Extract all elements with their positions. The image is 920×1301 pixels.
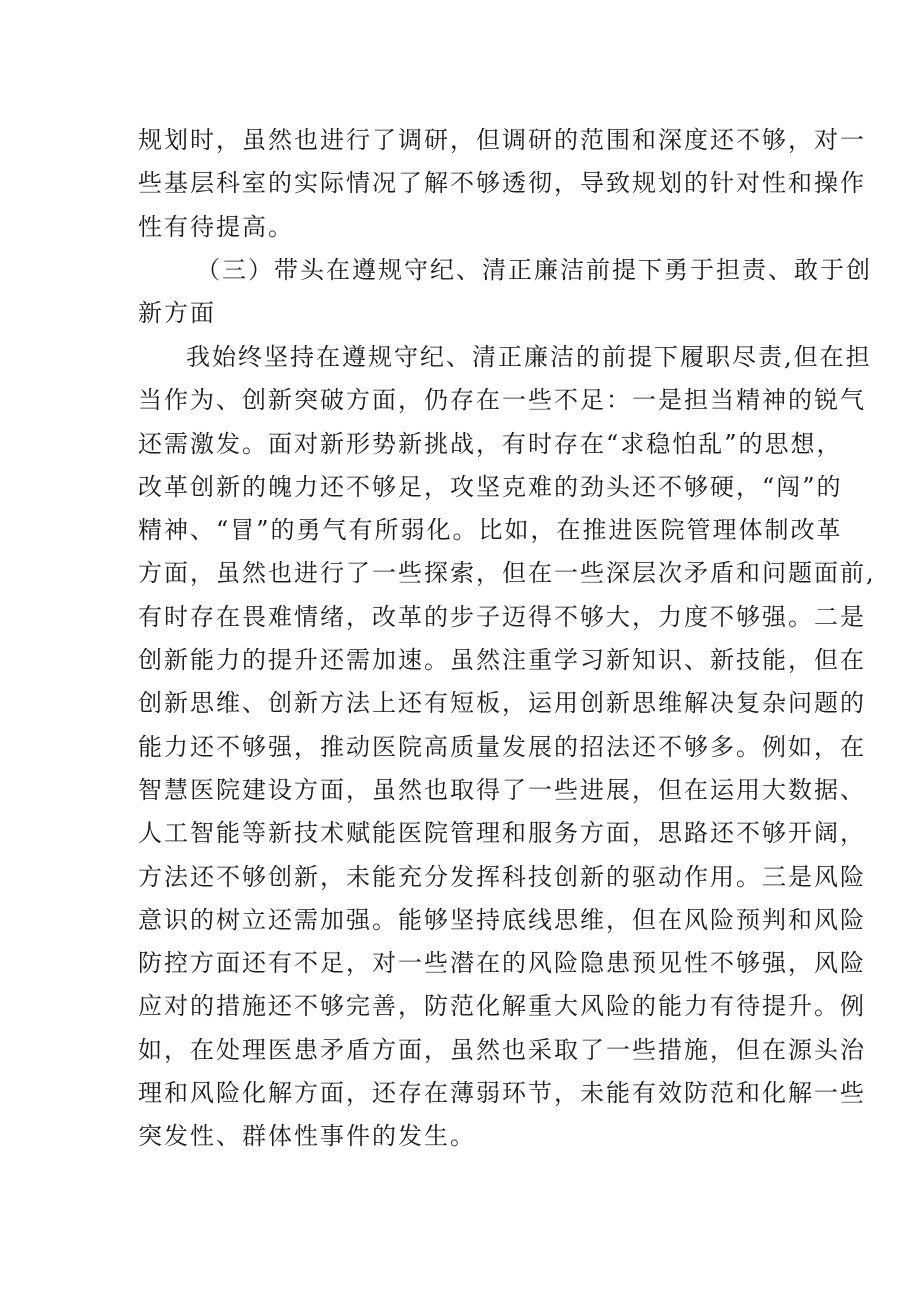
main-paragraph	[138, 336, 876, 1159]
paragraph-line: 创新思维、创新方法上还有短板，运用创新思维解决复杂问题的	[138, 689, 866, 718]
section-heading	[138, 249, 872, 336]
paragraph-line: 改革创新的魄力还不够足，攻坚克难的劲头还不够硬，“闯”的	[138, 472, 843, 501]
paragraph-line: 应对的措施还不够完善，防范化解重大风险的能力有待提升。例	[138, 992, 866, 1021]
paragraph-line: 人工智能等新技术赋能医院管理和服务方面，思路还不够开阔，	[138, 819, 866, 848]
paragraph-line: 能力还不够强，推动医院高质量发展的招法还不够多。例如，在	[138, 732, 866, 761]
paragraph-line: 智慧医院建设方面，虽然也取得了一些进展，但在运用大数据、	[138, 775, 866, 804]
paragraph-line: 理和风险化解方面，还存在薄弱环节，未能有效防范和化解一些	[138, 1079, 866, 1108]
paragraph-line: 突发性、群体性事件的发生。	[138, 1122, 476, 1151]
paragraph-line: 还需激发。面对新形势新挑战，有时存在“求稳怕乱”的思想，	[138, 429, 843, 458]
paragraph-line: 我始终坚持在遵规守纪、清正廉洁的前提下履职尽责,但在担	[186, 343, 872, 371]
paragraph-line: 方面，虽然也进行了一些探索，但在一些深层次矛盾和问题面前,	[138, 559, 876, 588]
paragraph-line: 方法还不够创新，未能充分发挥科技创新的驱动作用。三是风险	[138, 862, 866, 891]
paragraph-line: 精神、“冒”的勇气有所弱化。比如，在推进医院管理体制改革	[138, 516, 843, 545]
paragraph-line: 性有待提高。	[138, 212, 294, 241]
paragraph-line: 意识的树立还需加强。能够坚持底线思维，但在风险预判和风险	[138, 905, 866, 934]
paragraph-line: 如，在处理医患矛盾方面，虽然也采取了一些措施，但在源头治	[138, 1035, 866, 1064]
heading-line: 新方面	[138, 299, 216, 328]
paragraph-line: 防控方面还有不足，对一些潜在的风险隐患预见性不够强，风险	[138, 949, 866, 978]
continued-paragraph	[138, 119, 866, 249]
paragraph-line: 规划时，虽然也进行了调研，但调研的范围和深度还不够，对一	[138, 126, 866, 154]
paragraph-line: 创新能力的提升还需加速。虽然注重学习新知识、新技能，但在	[138, 646, 866, 675]
paragraph-line: 当作为、创新突破方面，仍存在一些不足：一是担当精神的锐气	[138, 386, 866, 415]
paragraph-line: 些基层科室的实际情况了解不够透彻，导致规划的针对性和操作	[138, 169, 866, 198]
paragraph-line: 有时存在畏难情绪，改革的步子迈得不够大，力度不够强。二是	[138, 602, 866, 631]
heading-line: （三）带头在遵规守纪、清正廉洁前提下勇于担责、敢于创	[196, 256, 872, 284]
